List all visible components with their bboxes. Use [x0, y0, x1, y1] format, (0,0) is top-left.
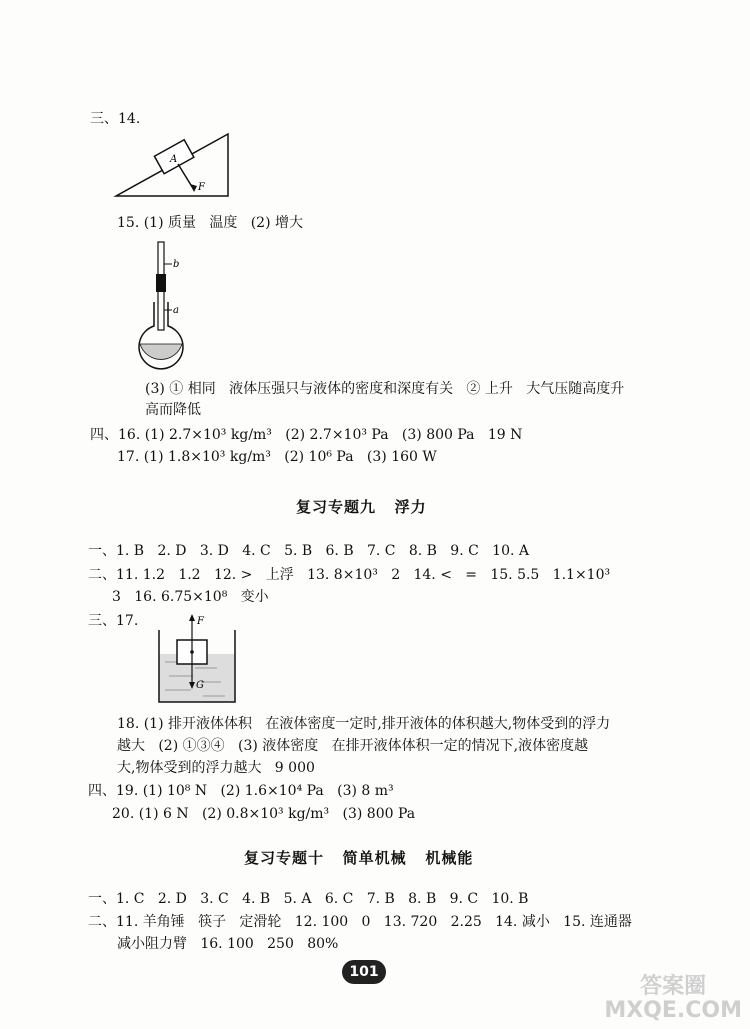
- q18-line2: 越大 (2) ①③④ (3) 液体密度 在排开液体体积一定的情况下,液体密度越: [117, 738, 589, 754]
- t10-fill-line2: 减小阻力臂 16. 100 250 80%: [117, 936, 339, 952]
- buoyancy-figure: [155, 612, 245, 704]
- flask-liquid: [140, 344, 182, 359]
- q15-part1: 15. (1) 质量 温度 (2) 增大: [117, 215, 303, 231]
- t9-fill-line2: 3 16. 6.75×10⁸ 变小: [112, 589, 269, 605]
- q14-label: 三、14.: [90, 111, 141, 127]
- force-f-label: F: [198, 182, 205, 193]
- force-f-up-label: F: [197, 616, 204, 627]
- t9-fill-line1: 二、11. 1.2 1.2 12. > 上浮 13. 8×10³ 2 14. < = 15. 5.5 1.1×10³: [88, 567, 611, 583]
- block-a-label: A: [170, 154, 178, 165]
- section-heading-10: 复习专题十 简单机械 机械能: [244, 849, 474, 867]
- q19-line: 四、19. (1) 10⁸ N (2) 1.6×10⁴ Pa (3) 8 m³: [88, 783, 394, 799]
- tube-label-b: b: [173, 259, 180, 270]
- q17-line: 17. (1) 1.8×10³ kg/m³ (2) 10⁶ Pa (3) 160 W: [117, 449, 437, 465]
- q18-line1: 18. (1) 排开液体体积 在液体密度一定时,排开液体的体积越大,物体受到的浮力: [117, 716, 611, 732]
- q18-line3: 大,物体受到的浮力越大 9 000: [117, 760, 315, 776]
- watermark: 答案圈 MXQE.COM: [604, 974, 742, 1023]
- t10-choice-line: 一、1. C 2. D 3. C 4. B 5. A 6. C 7. B 8. B 9. C 10. B: [88, 891, 529, 907]
- q20-line: 20. (1) 6 N (2) 0.8×10³ kg/m³ (3) 800 Pa: [112, 806, 416, 822]
- section-heading-9: 复习专题九 浮力: [296, 498, 427, 516]
- q15-part3-line1: (3) ① 相同 液体压强只与液体的密度和深度有关 ② 上升 大气压随高度升: [145, 381, 625, 397]
- t9-choice-line: 一、1. B 2. D 3. D 4. C 5. B 6. B 7. C 8. B 9. C 10. A: [88, 543, 529, 559]
- q16-line: 四、16. (1) 2.7×10³ kg/m³ (2) 2.7×10³ Pa (3) 800 Pa 19 N: [90, 427, 523, 443]
- q17b-label: 三、17.: [88, 613, 139, 629]
- q15-part3-line2: 高而降低: [145, 402, 201, 418]
- incline-figure: [112, 130, 242, 200]
- page-number: 101: [342, 960, 386, 984]
- stopper: [156, 274, 166, 292]
- tube-label-a: a: [173, 305, 179, 316]
- flask-tube-figure: [135, 240, 195, 370]
- force-g-label: G: [196, 680, 204, 691]
- t10-fill-line1: 二、11. 羊角锤 筷子 定滑轮 12. 100 0 13. 720 2.25 14. 减小 15. 连通器: [88, 914, 632, 930]
